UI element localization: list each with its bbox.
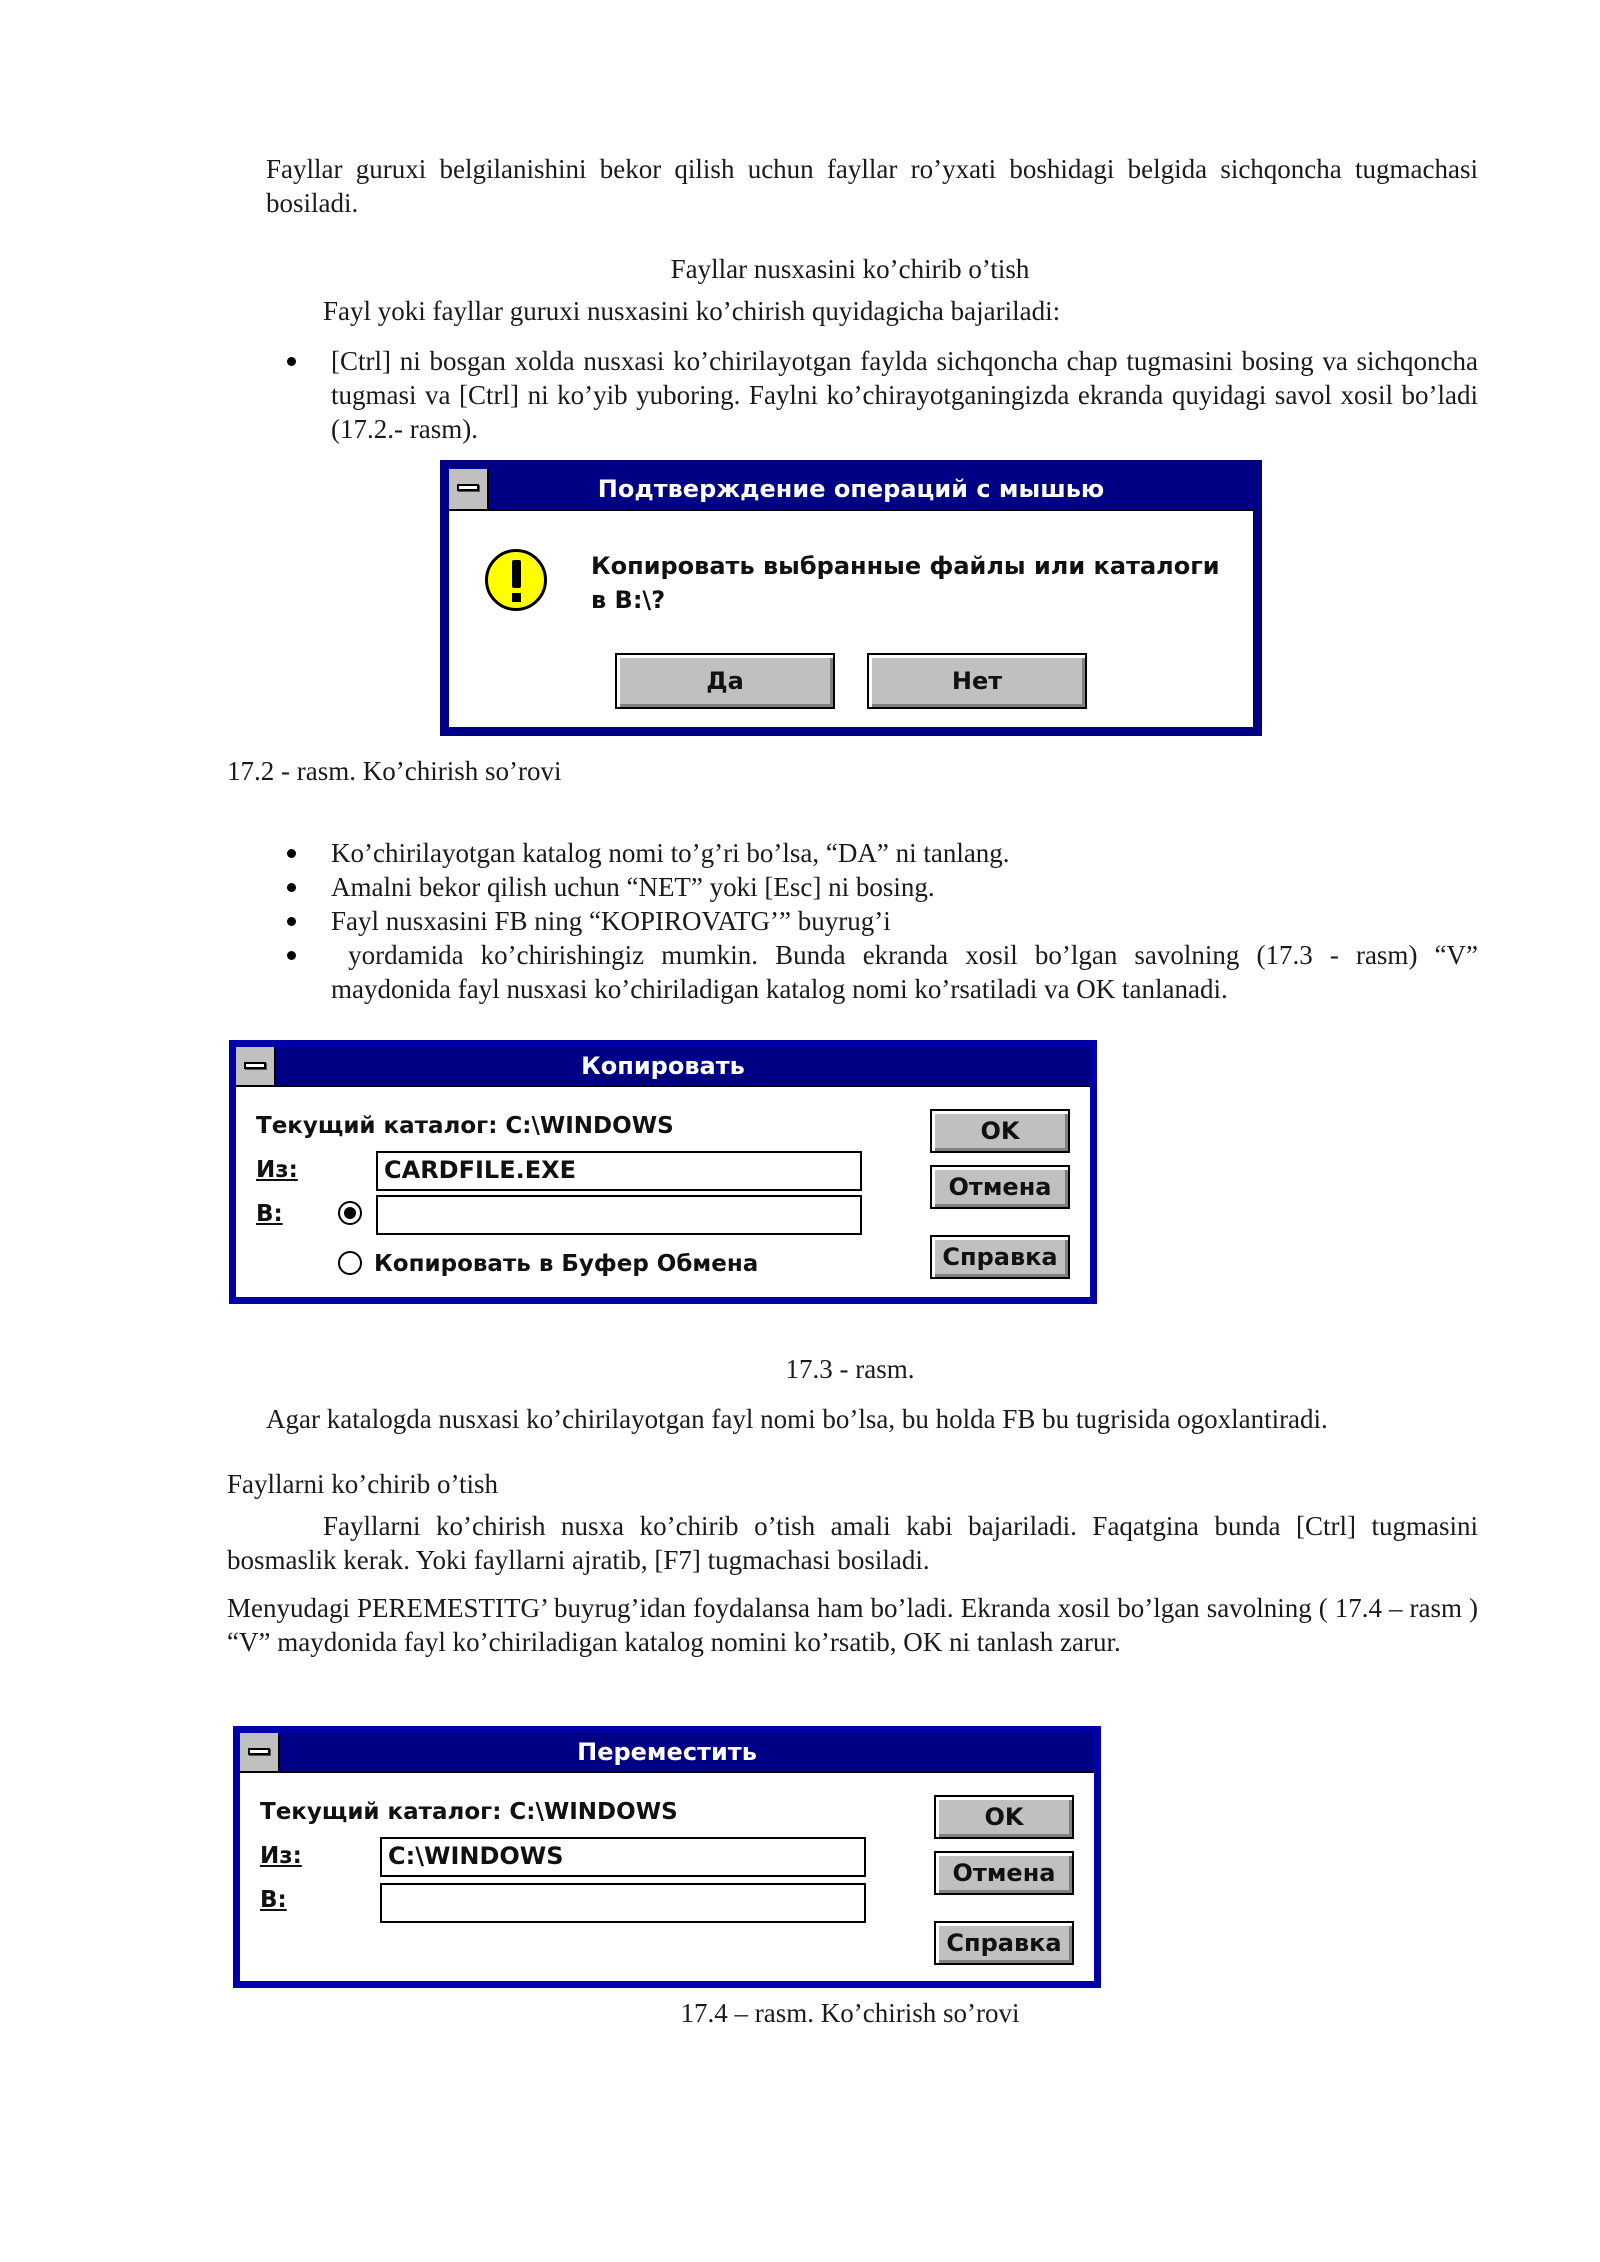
figure-caption-17-3: 17.3 - rasm. [785, 1354, 915, 1384]
system-menu-button[interactable] [449, 469, 489, 509]
list-item-text: Fayl nusxasini FB ning “KOPIROVATG’” buyrug’i [331, 906, 891, 936]
bullet-list-2 [331, 836, 1485, 1006]
current-directory-label: Текущий каталог: C:\WINDOWS [256, 1113, 674, 1139]
to-label: В: [256, 1201, 283, 1227]
confirm-dialog [440, 460, 1262, 736]
to-label: В: [260, 1887, 287, 1913]
current-directory-label: Текущий каталог: C:\WINDOWS [260, 1799, 678, 1825]
dash-icon [248, 1748, 270, 1755]
section-heading-copy: Fayllar nusxasini ko’chirib o’tish [670, 254, 1030, 284]
paragraph-move-intro: Fayllarni ko’chirish nusxa ko’chirib o’tish amali kabi bajariladi. Faqatgina bunda [Ctrl] tugmasini bosmaslik kerak. Yoki fayllarni ajratib, [F7] tugmachasi bosiladi. [227, 1511, 1478, 1575]
to-input[interactable] [376, 1195, 862, 1235]
dialog-title: Подтверждение операций с мышью [597, 475, 1105, 503]
paragraph-move-menu: Menyudagi PEREMESTITG’ buyrug’idan foydalansa ham bo’ladi. Ekranda xosil bo’lgan savolning ( 17.4 – rasm ) “V” maydonida fayl ko’chiriladigan katalog nomini ko’rsatib, OK ni tanlash zarur. [227, 1593, 1478, 1657]
no-button[interactable]: Нет [867, 653, 1087, 709]
paragraph-overwrite-warning: Agar katalogda nusxasi ko’chirilayotgan fayl nomi bo’lsa, bu holda FB bu tugrisida ogoxlantiradi. [266, 1404, 1328, 1434]
cancel-button[interactable]: Отмена [934, 1851, 1074, 1895]
ok-button[interactable]: OK [934, 1795, 1074, 1839]
warning-icon [485, 549, 547, 611]
help-button[interactable]: Справка [930, 1235, 1070, 1279]
list-item [331, 870, 1478, 904]
system-menu-button[interactable] [240, 1733, 280, 1771]
from-label: Из: [256, 1157, 298, 1183]
list-item-text: Ko’chirilayotgan katalog nomi to’g’ri bo’lsa, “DA” ni tanlang. [331, 838, 1010, 868]
list-item-text: [Ctrl] ni bosgan xolda nusxasi ko’chirilayotgan faylda sichqoncha chap tugmasini bosing va sichqoncha tugmasi va [Ctrl] ni ko’yib yuboring. Faylni ko’chirayotganingizda ekranda quyidagi savol xosil bo’ladi (17.2.- rasm). [331, 346, 1478, 444]
clipboard-radio[interactable] [338, 1251, 362, 1275]
dialog-title: Копировать [581, 1052, 745, 1080]
system-menu-button[interactable] [236, 1047, 276, 1085]
list-item [331, 938, 1485, 1006]
bullet-dot [287, 883, 296, 892]
dialog-title-bar [240, 1733, 1094, 1773]
yes-button[interactable]: Да [615, 653, 835, 709]
from-input[interactable]: CARDFILE.EXE [376, 1151, 862, 1191]
bullet-list-1 [331, 344, 1478, 446]
bullet-dot [287, 917, 296, 926]
bullet-dot [287, 951, 296, 960]
dialog-title-bar [236, 1047, 1090, 1087]
dialog-title: Переместить [577, 1738, 757, 1766]
to-directory-radio[interactable] [338, 1201, 362, 1225]
dialog-message: Копировать выбранные файлы или каталоги в B:\? [591, 552, 1220, 614]
to-input[interactable] [380, 1883, 866, 1923]
copy-dialog [229, 1040, 1097, 1304]
list-item [331, 904, 1478, 938]
dash-icon [457, 484, 479, 491]
help-button[interactable]: Справка [934, 1921, 1074, 1965]
figure-caption-17-2: 17.2 - rasm. Ko’chirish so’rovi [227, 756, 562, 786]
ok-button[interactable]: OK [930, 1109, 1070, 1153]
list-item [331, 836, 1478, 870]
move-dialog [233, 1726, 1101, 1988]
dash-icon [244, 1062, 266, 1069]
list-item-text: yordamida ko’chirishingiz mumkin. Bunda ekranda xosil bo’lgan savolning (17.3 - rasm) “V” maydonida fayl nusxasi ko’chiriladigan katalog nomi ko’rsatiladi va OK tanlanadi. [331, 940, 1485, 1004]
dialog-title-bar [449, 469, 1253, 511]
paragraph-intro: Fayllar guruxi belgilanishini bekor qilish uchun fayllar ro’yxati boshidagi belgida sichqoncha tugmachasi bosiladi. [266, 154, 1478, 218]
from-label: Из: [260, 1843, 302, 1869]
list-item-text: Amalni bekor qilish uchun “NET” yoki [Esc] ni bosing. [331, 872, 935, 902]
cancel-button[interactable]: Отмена [930, 1165, 1070, 1209]
paragraph-copy-intro: Fayl yoki fayllar guruxi nusxasini ko’chirish quyidagicha bajariladi: [323, 296, 1061, 326]
list-item [331, 344, 1478, 446]
section-heading-move: Fayllarni ko’chirib o’tish [227, 1469, 498, 1499]
figure-caption-17-4: 17.4 – rasm. Ko’chirish so’rovi [680, 1998, 1020, 2028]
clipboard-label[interactable]: Копировать в Буфер Обмена [374, 1251, 759, 1277]
bullet-dot [287, 357, 296, 366]
bullet-dot [287, 849, 296, 858]
from-input[interactable]: C:\WINDOWS [380, 1837, 866, 1877]
